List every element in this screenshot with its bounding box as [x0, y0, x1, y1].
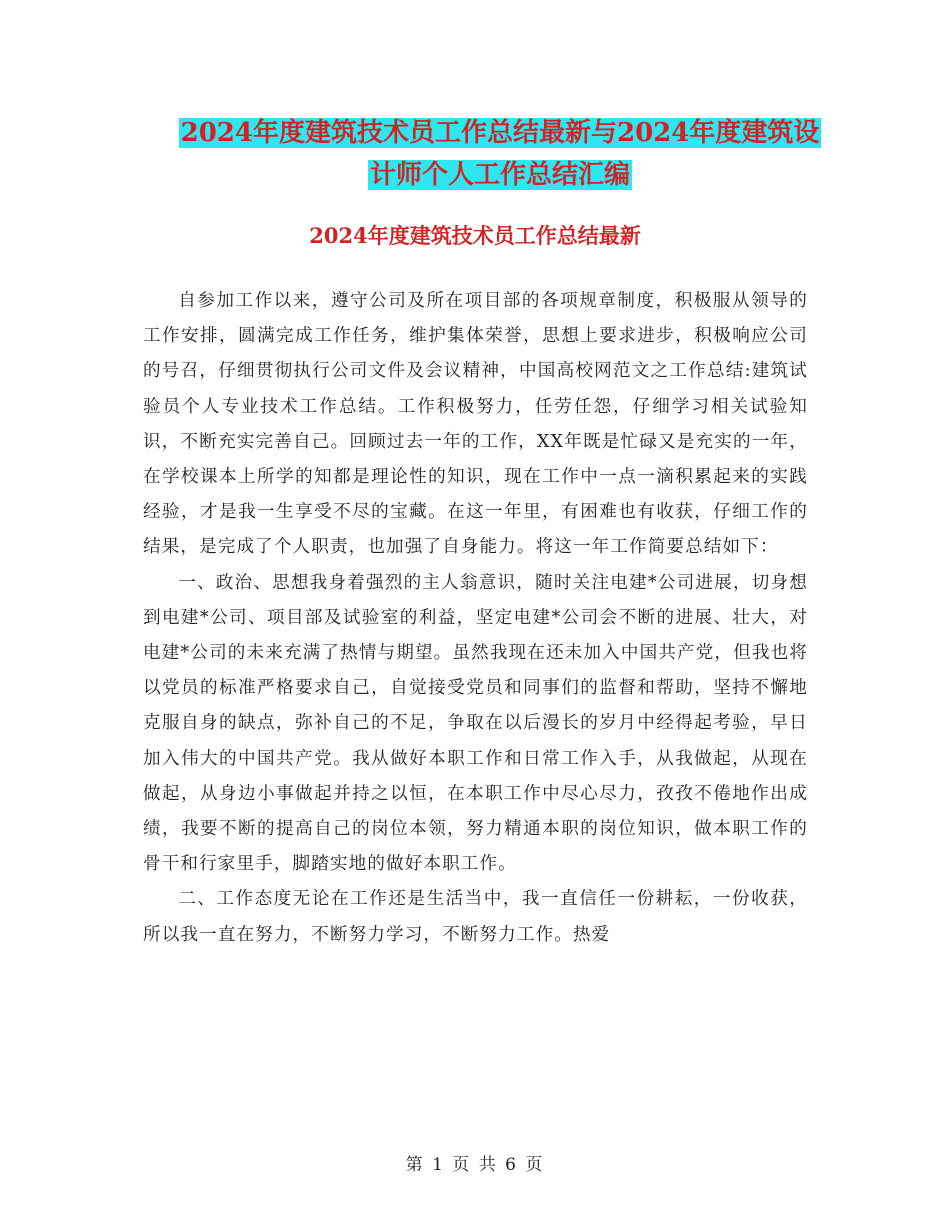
paragraph-attitude: 二、工作态度无论在工作还是生活当中，我一直信任一份耕耘，一份收获，所以我一直在努力，不断努力学习，不断努力工作。热爱	[143, 889, 808, 945]
page-footer: 第 1 页 共 6 页	[405, 1155, 545, 1175]
paragraph-intro: 自参加工作以来，遵守公司及所在项目部的各项规章制度，积极服从领导的工作安排，圆满完成工作任务，维护集体荣誉，思想上要求进步，积极响应公司的号召，仔细贯彻执行公司文件及会议精神，中国高校网范文之工作总结:建筑试验员个人专业技术工作总结。工作积极努力，任劳任怨，仔细学习相关试验知识，不断充实完善自己。回顾过去一年的工作，XX年既是忙碌又是充实的一年，在学校课本上所学的知都是理论性的知识，现在工作中一点一滴积累起来的实践经验，才是我一生享受不尽的宝藏。在这一年里，有困难也有收获，仔细工作的结果，是完成了个人职责，也加强了自身能力。将这一年工作简要总结如下：	[143, 291, 808, 558]
body-text	[143, 284, 808, 953]
title-highlight-2: 计师个人工作总结汇编	[369, 160, 630, 190]
title-highlight-1: 2024年度建筑技术员工作总结最新与2024年度建筑设	[180, 118, 820, 148]
section-title: 2024年度建筑技术员工作总结最新	[309, 223, 641, 248]
document-title-line-2	[130, 152, 870, 198]
document-title-line-1	[130, 110, 870, 156]
paragraph-politics: 一、政治、思想我身着强烈的主人翁意识，随时关注电建*公司进展，切身想到电建*公司、项目部及试验室的利益，坚定电建*公司会不断的进展、壮大，对电建*公司的未来充满了热情与期望。虽然我现在还未加入中国共产党，但我也将以党员的标准严格要求自己，自觉接受党员和同事们的监督和帮助，坚持不懈地克服自身的缺点，弥补自己的不足，争取在以后漫长的岁月中经得起考验，早日加入伟大的中国共产党。我从做好本职工作和日常工作入手，从我做起，从现在做起，从身边小事做起并持之以恒，在本职工作中尽心尽力，孜孜不倦地作出成绩，我要不断的提高自己的岗位本领，努力精通本职的岗位知识，做本职工作的骨干和行家里手，脚踏实地的做好本职工作。	[143, 572, 808, 875]
